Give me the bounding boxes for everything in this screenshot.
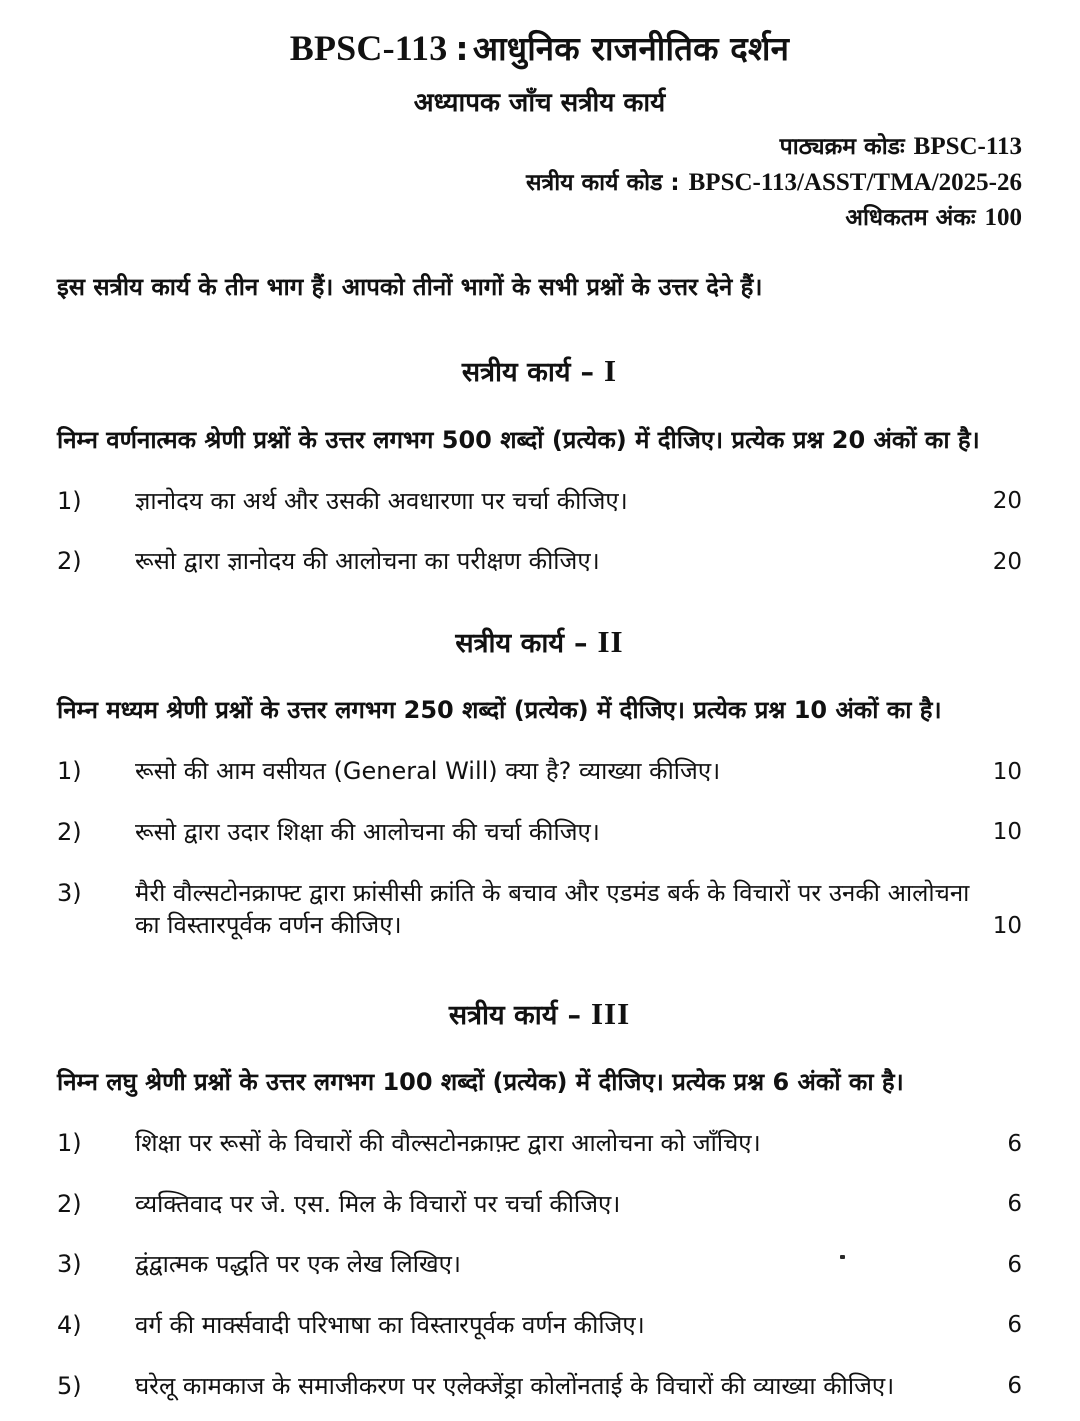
section-3-instruction: निम्न लघु श्रेणी प्रश्नों के उत्तर लगभग 100 शब्दों (प्रत्येक) में दीजिए। प्रत्येक प्रश्न 6 अंकों का है। bbox=[57, 1068, 904, 1097]
question-number: 3) bbox=[57, 878, 82, 907]
section-1-instruction: निम्न वर्णनात्मक श्रेणी प्रश्नों के उत्तर लगभग 500 शब्दों (प्रत्येक) में दीजिए। प्रत्येक प्रश्न 20 अंकों का है। bbox=[57, 425, 980, 454]
question-text: व्यक्तिवाद पर जे. एस. मिल के विचारों पर चर्चा कीजिए। bbox=[135, 1189, 621, 1218]
meta-block bbox=[57, 129, 1022, 236]
question-row bbox=[57, 1127, 1022, 1160]
question-text: द्वंद्वात्मक पद्धति पर एक लेख लिखिए। bbox=[135, 1250, 461, 1279]
section-3-heading-dash: – bbox=[567, 999, 581, 1031]
assignment-code-value: BPSC-113/ASST/TMA/2025-26 bbox=[688, 168, 1022, 196]
question-marks: 10 bbox=[992, 758, 1022, 785]
question-text: मैरी वौल्सटोनक्राफ्ट द्वारा फ्रांसीसी क्रांति के बचाव और एडमंड बर्क के विचारों पर उनकी आलोचना का विस्तारपूर्वक वर्णन कीजिए। bbox=[135, 878, 970, 940]
general-instruction: इस सत्रीय कार्य के तीन भाग हैं। आपको तीनों भागों के सभी प्रश्नों के उत्तर देने हैं। bbox=[57, 272, 763, 301]
question-number: 2) bbox=[57, 1189, 82, 1218]
question-text: रूसो की आम वसीयत (General Will) क्या है? व्याख्या कीजिए। bbox=[135, 757, 721, 786]
section-2-heading-dash: – bbox=[573, 627, 588, 659]
question-row bbox=[57, 545, 1022, 578]
assignment-code-label: सत्रीय कार्य कोड : bbox=[525, 169, 680, 196]
section-3-heading-numeral: III bbox=[590, 995, 631, 1031]
section-2-heading bbox=[57, 622, 1022, 662]
question-number: 1) bbox=[57, 486, 82, 515]
title-separator: : bbox=[455, 29, 469, 68]
course-name-title: आधुनिक राजनीतिक दर्शन bbox=[472, 29, 790, 68]
section-1 bbox=[57, 351, 1022, 578]
question-text: वर्ग की मार्क्सवादी परिभाषा का विस्तारपूर्वक वर्णन कीजिए। bbox=[135, 1311, 645, 1340]
question-marks: 6 bbox=[1007, 1191, 1022, 1218]
course-code-label: पाठ्यक्रम कोडः bbox=[779, 134, 905, 160]
question-text: शिक्षा पर रूसों के विचारों की वौल्सटोनक्राफ़्ट द्वारा आलोचना को जाँचिए। bbox=[135, 1129, 761, 1158]
question-text: रूसो द्वारा उदार शिक्षा की आलोचना की चर्चा कीजिए। bbox=[135, 817, 600, 846]
question-number: 4) bbox=[57, 1311, 82, 1340]
section-3-heading bbox=[57, 994, 1022, 1034]
question-number: 5) bbox=[57, 1371, 82, 1400]
question-text: रूसो द्वारा ज्ञानोदय की आलोचना का परीक्षण कीजिए। bbox=[135, 547, 600, 576]
question-text: ज्ञानोदय का अर्थ और उसकी अवधारणा पर चर्चा कीजिए। bbox=[135, 486, 628, 515]
course-code-value: BPSC-113 bbox=[913, 133, 1022, 160]
section-3 bbox=[57, 994, 1022, 1403]
max-marks-label: अधिकतम अंकः bbox=[845, 205, 976, 231]
scan-artifact-dot bbox=[840, 1255, 845, 1259]
question-marks: 6 bbox=[1007, 1373, 1022, 1400]
section-3-heading-label: सत्रीय कार्य bbox=[448, 999, 558, 1031]
meta-max-marks bbox=[57, 200, 1022, 236]
question-marks: 6 bbox=[1007, 1312, 1022, 1339]
question-number: 1) bbox=[57, 1129, 82, 1158]
question-marks: 10 bbox=[992, 819, 1022, 846]
section-2-heading-numeral: II bbox=[597, 623, 624, 659]
question-number: 2) bbox=[57, 817, 82, 846]
question-marks: 10 bbox=[992, 912, 1022, 939]
question-row bbox=[57, 755, 1022, 788]
meta-assignment-code bbox=[57, 165, 1022, 201]
page-subtitle: अध्यापक जाँच सत्रीय कार्य bbox=[413, 88, 666, 118]
question-number: 3) bbox=[57, 1250, 82, 1279]
question-marks: 20 bbox=[992, 548, 1022, 575]
section-2 bbox=[57, 622, 1022, 942]
question-row bbox=[57, 485, 1022, 518]
question-row bbox=[57, 1309, 1022, 1342]
section-1-heading-label: सत्रीय कार्य bbox=[461, 357, 571, 389]
course-code-title: BPSC-113 bbox=[289, 28, 448, 68]
question-row bbox=[57, 877, 1022, 942]
question-row bbox=[57, 1248, 1022, 1281]
question-row bbox=[57, 1188, 1022, 1221]
section-1-heading-dash: – bbox=[580, 357, 595, 389]
question-number: 1) bbox=[57, 757, 82, 786]
question-marks: 6 bbox=[1007, 1130, 1022, 1157]
question-number: 2) bbox=[57, 547, 82, 576]
max-marks-value: 100 bbox=[984, 204, 1022, 231]
section-1-heading-numeral: I bbox=[604, 353, 618, 389]
section-2-heading-label: सत्रीय कार्य bbox=[455, 627, 564, 659]
question-row bbox=[57, 1370, 1022, 1403]
page-title bbox=[57, 26, 1022, 71]
question-row bbox=[57, 816, 1022, 849]
question-marks: 20 bbox=[992, 488, 1022, 515]
question-text: घरेलू कामकाज के समाजीकरण पर एलेक्जेंड्रा कोलोंनताई के विचारों की व्याख्या कीजिए। bbox=[135, 1371, 895, 1400]
meta-course-code bbox=[57, 129, 1022, 165]
section-2-instruction: निम्न मध्यम श्रेणी प्रश्नों के उत्तर लगभग 250 शब्दों (प्रत्येक) में दीजिए। प्रत्येक प्रश्न 10 अंकों का है। bbox=[57, 696, 942, 725]
section-1-heading bbox=[57, 351, 1022, 391]
question-marks: 6 bbox=[1007, 1251, 1022, 1278]
